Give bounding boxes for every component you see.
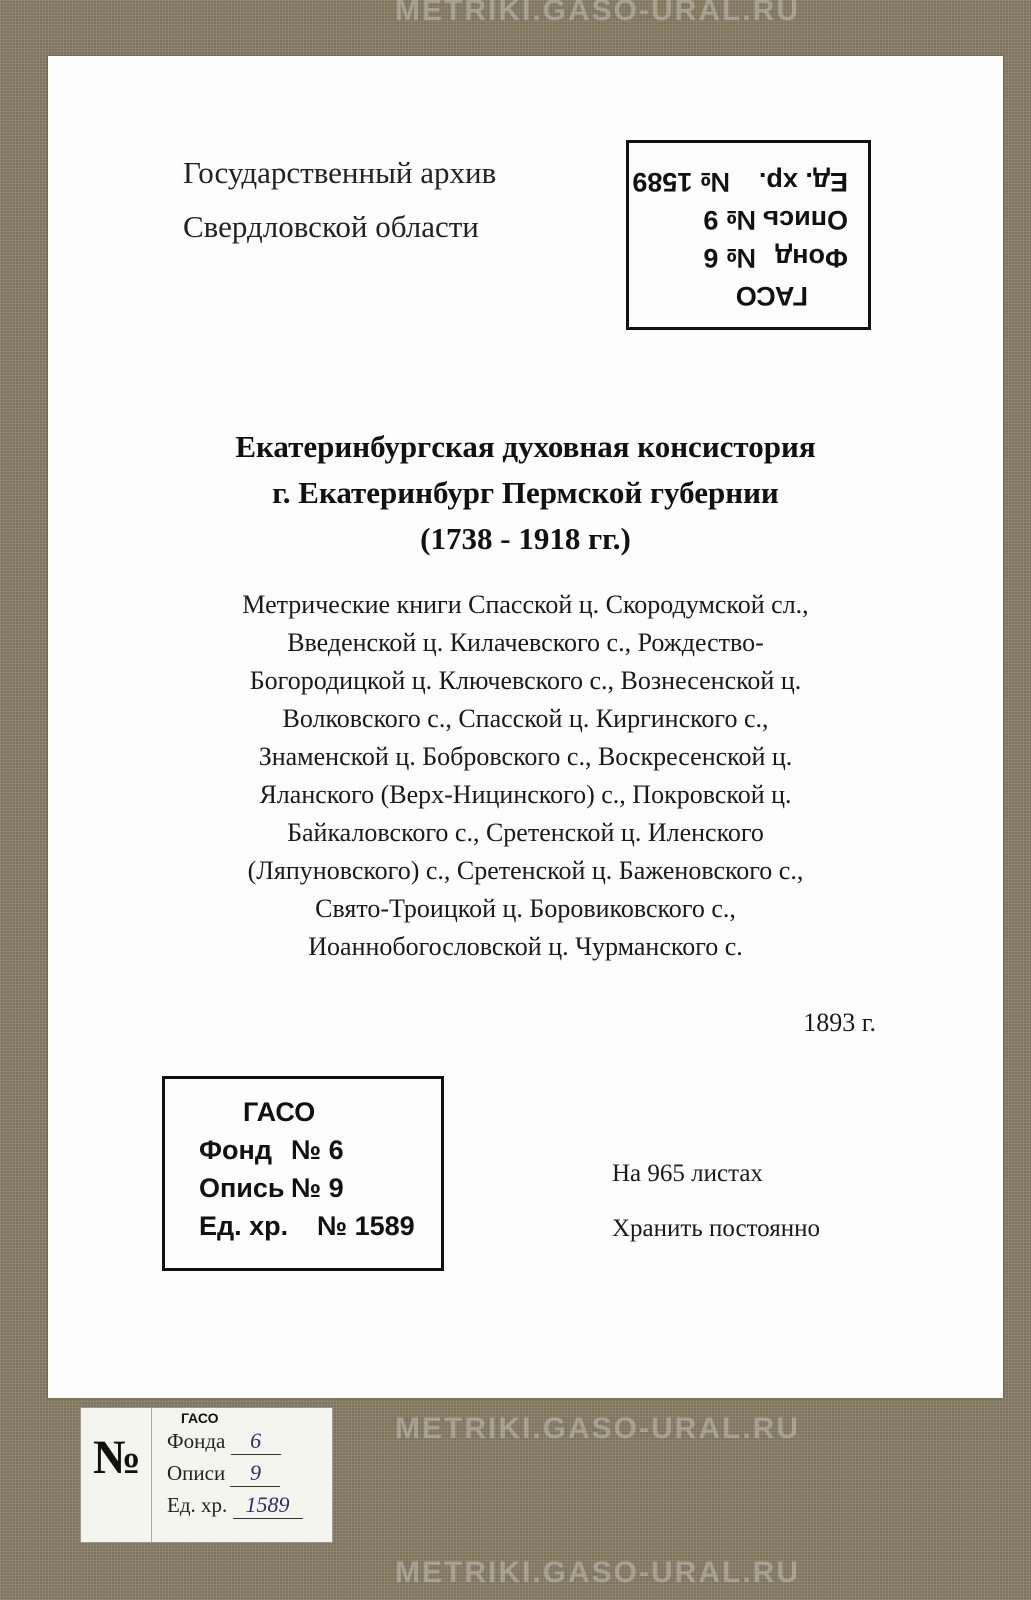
description-line: Яланского (Верх-Ницинского) с., Покровской ц.	[259, 780, 792, 809]
label-fond-value: 6	[231, 1428, 281, 1455]
description-line: Метрические книги Спасской ц. Скородумской сл.,	[242, 590, 809, 619]
stamp-opis: Опись№ 9	[703, 205, 848, 235]
label-divider	[151, 1408, 152, 1542]
label-fond-row: Фонда 6	[167, 1428, 281, 1455]
stamp-fond: Фонд № 6	[199, 1135, 344, 1165]
description-line: Иоаннобогословской ц. Чурманского с.	[308, 932, 743, 961]
label-ed-row: Ед. хр. 1589	[167, 1492, 303, 1519]
description-line: Байкаловского с., Сретенской ц. Иленского	[287, 818, 764, 847]
title-line-2: г. Екатеринбург Пермской губернии	[272, 475, 779, 510]
watermark: METRIKI.GASO-URAL.RU	[395, 1556, 800, 1589]
title-line-1: Екатеринбургская духовная консистория	[235, 429, 816, 464]
archive-stamp-upside-down	[626, 140, 871, 330]
label-opis-value: 9	[230, 1460, 280, 1487]
description	[148, 586, 903, 966]
storage-note: Хранить постоянно	[612, 1215, 820, 1242]
label-org: ГАСО	[181, 1410, 219, 1426]
archive-name	[183, 146, 496, 254]
archive-stamp	[162, 1076, 444, 1271]
sheet-info	[612, 1146, 820, 1256]
title-line-3: (1738 - 1918 гг.)	[420, 521, 631, 556]
stamp-fond: Фонд№ 6	[703, 243, 848, 273]
cover-sheet	[48, 56, 1003, 1398]
document-title	[108, 424, 943, 562]
document-year: 1893 г.	[803, 1008, 876, 1037]
description-line: Свято-Троицкой ц. Боровиковского с.,	[315, 894, 736, 923]
stamp-ed: Ед. хр. № 1589	[199, 1211, 415, 1241]
stamp-opis: Опись № 9	[199, 1173, 344, 1203]
archive-label-sticker	[80, 1407, 333, 1543]
archive-line-1: Государственный архив	[183, 155, 497, 190]
stamp-org: ГАСО	[243, 1097, 316, 1127]
stamp-org: ГАСО	[735, 281, 808, 311]
label-ed-value: 1589	[233, 1492, 303, 1519]
description-line: Введенской ц. Килачевского с., Рождество-	[287, 628, 764, 657]
number-sign: №	[93, 1431, 142, 1484]
label-opis-row: Описи 9	[167, 1460, 280, 1487]
description-line: Волковского с., Спасской ц. Киргинского с.,	[282, 704, 769, 733]
watermark: METRIKI.GASO-URAL.RU	[395, 1412, 800, 1445]
watermark: METRIKI.GASO-URAL.RU	[395, 0, 800, 27]
archive-line-2: Свердловской области	[183, 209, 479, 244]
sheet-count: На 965 листах	[612, 1160, 763, 1187]
description-line: Знаменской ц. Бобровского с., Воскресенской ц.	[258, 742, 793, 771]
stamp-ed: Ед. хр.№ 1589	[632, 167, 848, 197]
description-line: Богородицкой ц. Ключевского с., Вознесенской ц.	[249, 666, 802, 695]
description-line: (Ляпуновского) с., Сретенской ц. Баженовского с.,	[247, 856, 804, 885]
